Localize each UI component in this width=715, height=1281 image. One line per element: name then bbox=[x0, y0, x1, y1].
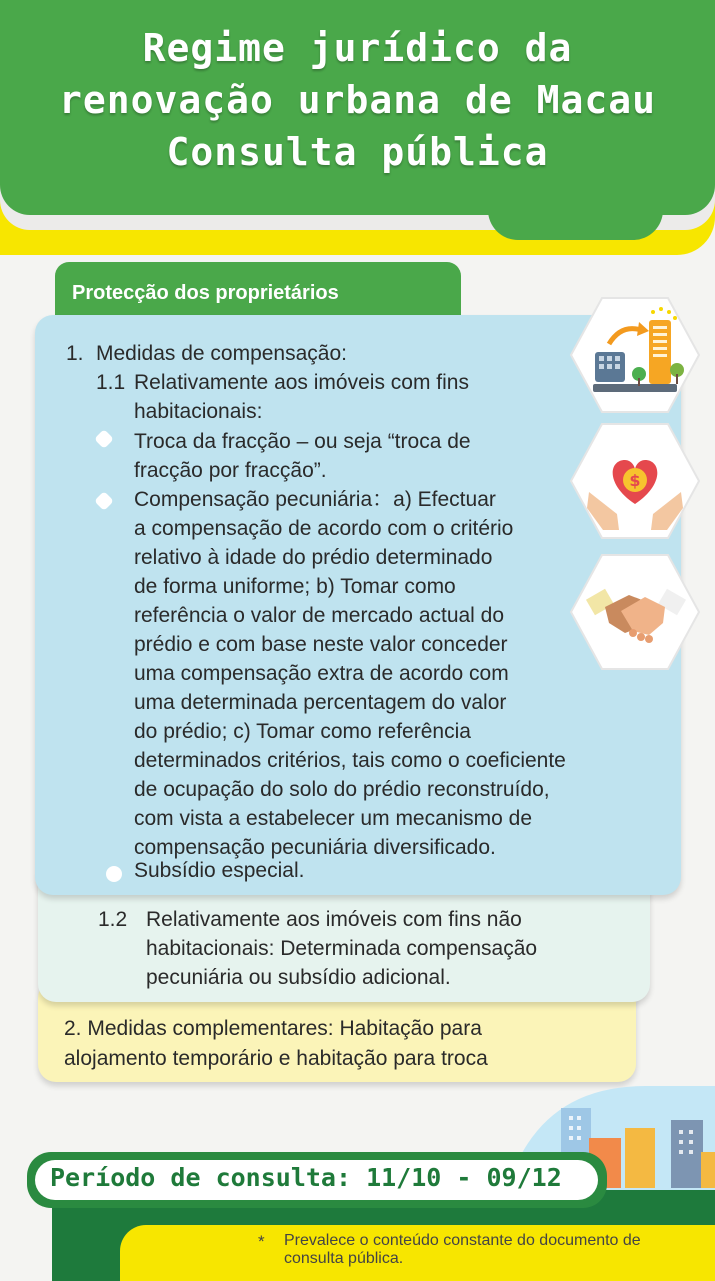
bullet-2-line: de forma uniforme; b) Tomar como bbox=[134, 575, 456, 598]
item-2-line: 2. Medidas complementares: Habitação para bbox=[64, 1017, 482, 1040]
section-label: Protecção dos proprietários bbox=[72, 282, 339, 304]
bullet-2-line: determinados critérios, tais como o coeficiente bbox=[134, 749, 566, 772]
title-line-3: Consulta pública bbox=[166, 130, 549, 174]
item-1-text: Medidas de compensação: bbox=[96, 342, 347, 365]
bullet-2-line: prédio e com base neste valor conceder bbox=[134, 633, 508, 656]
bullet-1-line-2: fracção por fracção”. bbox=[134, 459, 327, 482]
bullet-2-line: com vista a estabelecer um mecanismo de bbox=[134, 807, 533, 830]
svg-text:$: $ bbox=[629, 471, 641, 490]
bullet-2-line: de ocupação do solo do prédio reconstruído, bbox=[134, 778, 550, 801]
bullet-2-line: a compensação de acordo com o critério bbox=[134, 517, 514, 540]
handshake-icon bbox=[569, 553, 701, 671]
page-title bbox=[0, 22, 715, 178]
consultation-period: Período de consulta: 11/10 - 09/12 bbox=[50, 1163, 562, 1192]
bullet-2-line: relativo à idade do prédio determinado bbox=[134, 546, 493, 569]
bullet-2-line: do prédio; c) Tomar como referência bbox=[134, 720, 471, 743]
heart-money-hands-icon bbox=[569, 422, 701, 540]
building-exchange-icon bbox=[569, 296, 701, 414]
sub-1-2-line: pecuniária ou subsídio adicional. bbox=[146, 966, 451, 989]
sub-1-1-line-1: Relativamente aos imóveis com fins bbox=[134, 371, 469, 394]
bullet-2-line: uma compensação extra de acordo com bbox=[134, 662, 509, 685]
bullet-2-line: uma determinada percentagem do valor bbox=[134, 691, 507, 714]
item-2-line: alojamento temporário e habitação para troca bbox=[64, 1047, 488, 1070]
bullet-1-line-1: Troca da fracção – ou seja “troca de bbox=[134, 430, 471, 453]
footer-note: Prevalece o conteúdo constante do documento de consulta pública. bbox=[284, 1232, 641, 1267]
bullet-2-line: Compensação pecuniária：a) Efectuar bbox=[134, 488, 496, 511]
bullet-2-line: referência o valor de mercado actual do bbox=[134, 604, 505, 627]
bullet-3-text: Subsídio especial. bbox=[134, 859, 305, 882]
sub-1-1-line-2: habitacionais: bbox=[134, 400, 263, 423]
sub-1-1-number: 1.1 bbox=[96, 371, 126, 394]
bullet-2-line: compensação pecuniária diversificado. bbox=[134, 836, 496, 859]
sub-1-2-line: Relativamente aos imóveis com fins não bbox=[146, 908, 522, 931]
sub-1-2-number: 1.2 bbox=[98, 908, 128, 931]
title-line-1: Regime jurídico da bbox=[142, 26, 573, 70]
title-line-2: renovação urbana de Macau bbox=[59, 78, 656, 122]
note-asterisk: * bbox=[258, 1232, 265, 1251]
sub-1-2-line: habitacionais: Determinada compensação bbox=[146, 937, 538, 960]
bullet-icon bbox=[106, 866, 122, 882]
item-1-number: 1. bbox=[66, 342, 84, 365]
header-tab bbox=[488, 180, 663, 240]
